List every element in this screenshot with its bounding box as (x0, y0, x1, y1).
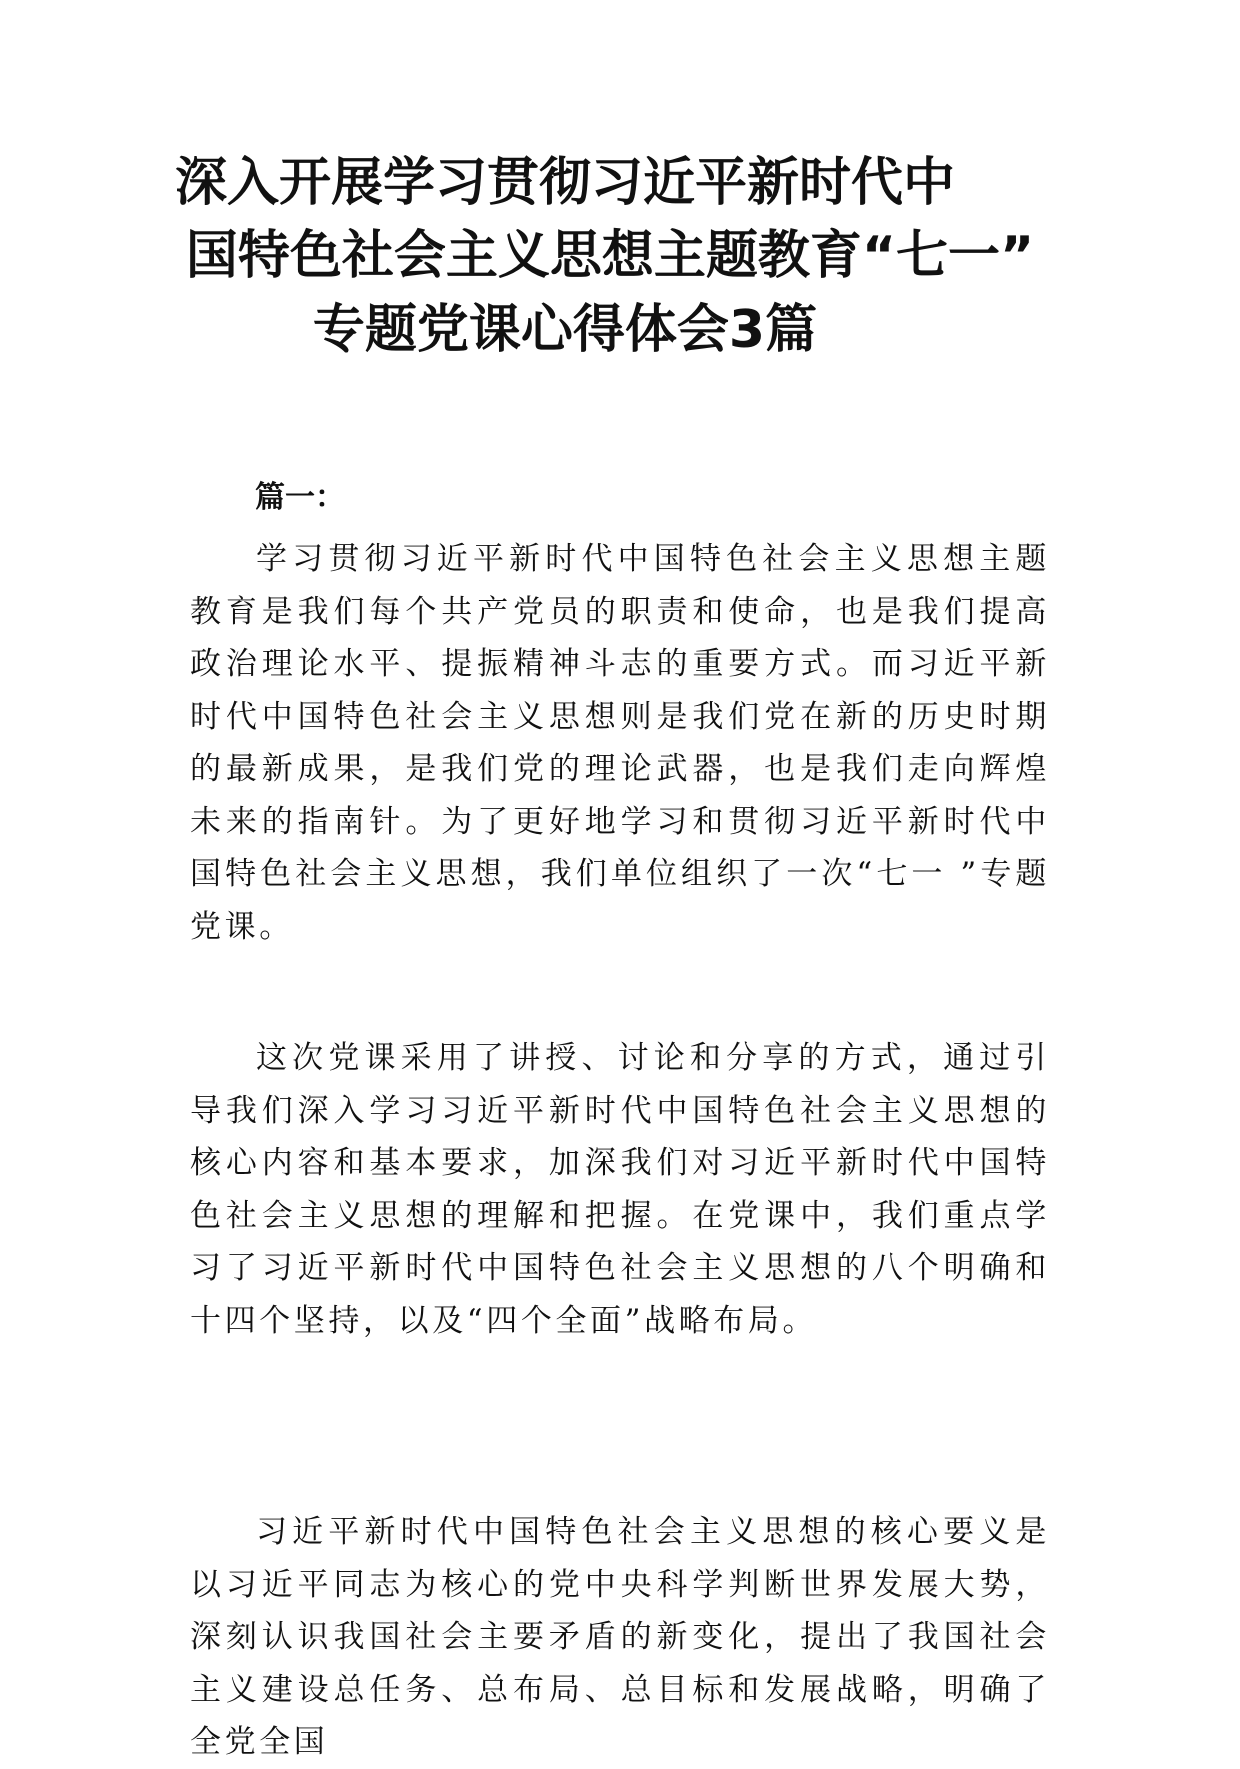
body-paragraph-2: 这次党课采用了讲授、讨论和分享的方式，通过引导我们深入学习习近平新时代中国特色社会主义思想的核心内容和基本要求，加深我们对习近平新时代中国特色社会主义思想的理解和把握。在党课中，我们重点学习了习近平新时代中国特色社会主义思想的八个明确和十四个坚持，以及“四个全面”战略布局。 (190, 1040, 1050, 1339)
document-title-line-3: 专题党课心得体会3篇 (312, 300, 818, 360)
section-heading: 篇一： (255, 480, 345, 515)
body-paragraph-3: 习近平新时代中国特色社会主义思想的核心要义是以习近平同志为核心的党中央科学判断世界发展大势，深刻认识我国社会主要矛盾的新变化，提出了我国社会主义建设总任务、总布局、总目标和发展战略，明确了全党全国 (190, 1514, 1050, 1760)
document-title-line-1: 深入开展学习贯彻习近平新时代中 (174, 153, 955, 213)
document-title-line-2: 国特色社会主义思想主题教育“七一” (185, 226, 1035, 286)
body-paragraph-1: 学习贯彻习近平新时代中国特色社会主义思想主题教育是我们每个共产党员的职责和使命，也是我们提高政治理论水平、提振精神斗志的重要方式。而习近平新时代中国特色社会主义思想则是我们党在新的历史时期的最新成果，是我们党的理论武器，也是我们走向辉煌未来的指南针。为了更好地学习和贯彻习近平新时代中国特色社会主义思想，我们单位组织了一次“七一 ”专题党课。 (190, 541, 1050, 945)
